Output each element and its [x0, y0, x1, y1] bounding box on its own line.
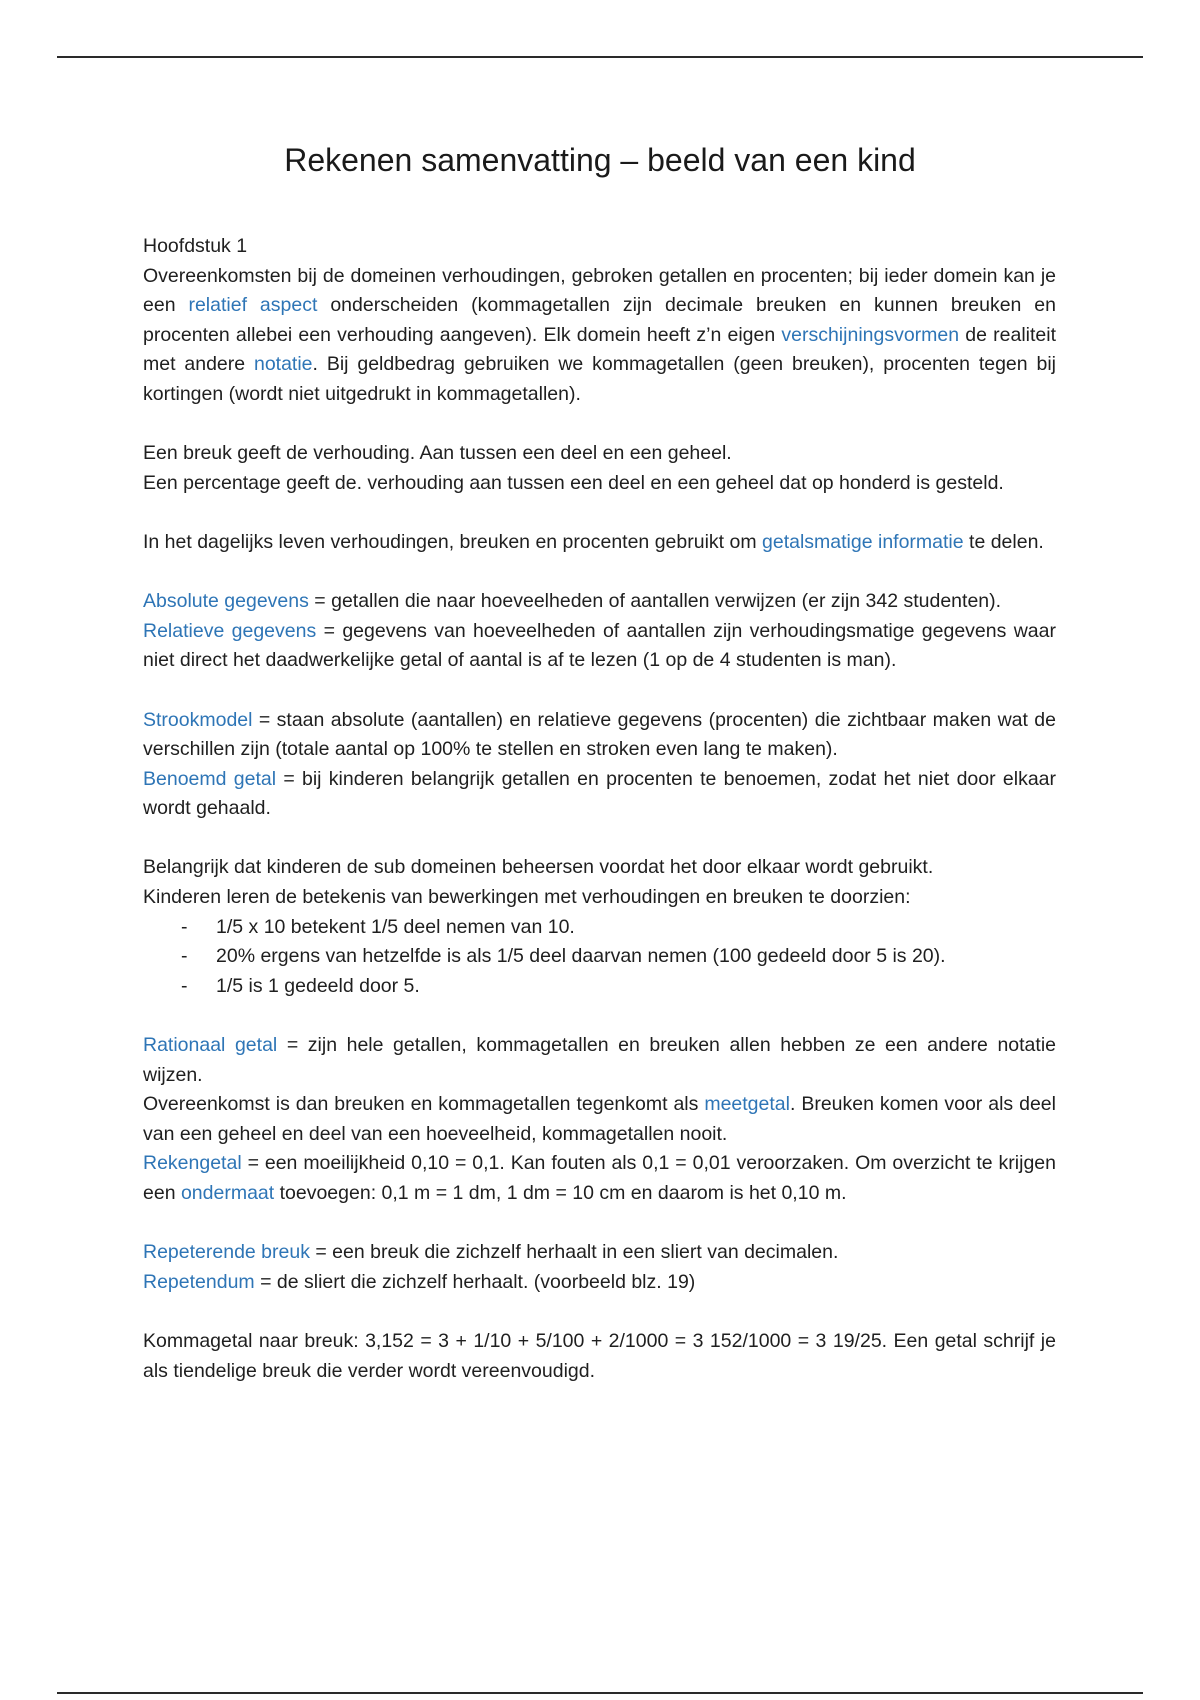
paragraph-rationaal-getal: Rationaal getal = zijn hele getallen, kommagetallen en breuken allen hebben ze een andere notatie wijzen.	[143, 1034, 1056, 1086]
paragraph-percentage: Een percentage geeft de. verhouding aan tussen een deel en een geheel dat op honderd is gesteld.	[143, 471, 1004, 494]
term-rekengetal: Rekengetal	[143, 1152, 242, 1175]
paragraph-meetgetal: Overeenkomst is dan breuken en kommagetallen tegenkomt als meetgetal. Breuken komen voor als deel van een geheel en deel van een hoeveelheid, kommagetallen nooit.	[143, 1093, 1056, 1145]
paragraph-breuk: Een breuk geeft de verhouding. Aan tussen een deel en een geheel.	[143, 442, 732, 465]
term-repetendum: Repetendum	[143, 1270, 255, 1293]
page-title: Rekenen samenvatting – beeld van een kind	[284, 142, 916, 178]
list-item: - 20% ergens van hetzelfde is als 1/5 deel daarvan nemen (100 gedeeld door 5 is 20).	[143, 942, 1056, 972]
paragraph-repeterende-breuk: Repeterende breuk = een breuk die zichzelf herhaalt in een sliert van decimalen.	[143, 1241, 839, 1264]
paragraph-kommagetal-naar-breuk: Kommagetal naar breuk: 3,152 = 3 + 1/10 + 5/100 + 2/1000 = 3 152/1000 = 3 19/25. Een getal schrijf je als tiendelige breuk die verder wordt vereenvoudigd.	[143, 1329, 1056, 1382]
bullet-list	[143, 913, 1056, 1002]
term-notatie: notatie	[253, 353, 313, 376]
term-getalsmatige-informatie: getalsmatige informatie	[762, 530, 964, 553]
paragraph-rekengetal: Rekengetal = een moeilijkheid 0,10 = 0,1. Kan fouten als 0,1 = 0,01 veroorzaken. Om overzicht te krijgen een ondermaat toevoegen: 0,1 m = 1 dm, 1 dm = 10 cm en daarom is het 0,10 m.	[143, 1152, 1056, 1204]
term-ondermaat: ondermaat	[180, 1182, 275, 1204]
term-repeterende-breuk: Repeterende breuk	[143, 1241, 310, 1264]
term-verschijningsvormen: verschijningsvormen	[781, 323, 960, 346]
paragraph-bewerkingen: Kinderen leren de betekenis van bewerkingen met verhoudingen en breuken te doorzien:	[143, 886, 911, 909]
paragraph-relatieve-gegevens: Relatieve gegevens = gegevens van hoeveelheden of aantallen zijn verhoudingsmatige gegevens waar niet direct het daadwerkelijke getal of aantal is af te lezen (1 op de 4 studenten is man).	[143, 619, 1056, 672]
term-relatieve-gegevens: Relatieve gegevens	[143, 619, 317, 642]
paragraph-benoemd-getal: Benoemd getal = bij kinderen belangrijk getallen en procenten te benoemen, zodat het niet door elkaar wordt gehaald.	[143, 767, 1057, 820]
paragraph-dagelijks-leven: In het dagelijks leven verhoudingen, breuken en procenten gebruikt om getalsmatige informatie te delen.	[143, 530, 1044, 553]
term-rationaal-getal: Rationaal getal	[143, 1034, 278, 1057]
paragraph-overeenkomsten: Overeenkomsten bij de domeinen verhoudingen, gebroken getallen en procenten; bij ieder domein kan je een relatief aspect onderscheiden (kommagetallen zijn decimale breuken en kunnen breuken en procenten allebei een verhouding aangeven). Elk domein heeft z’n eigen verschijningsvormen de realiteit met andere notatie. Bij geldbedrag gebruiken we kommagetallen (geen breuken), procenten tegen bij kortingen (wordt niet uitgedrukt in kommagetallen).	[143, 264, 1057, 405]
term-benoemd-getal: Benoemd getal	[143, 767, 277, 790]
paragraph-sub-domeinen: Belangrijk dat kinderen de sub domeinen beheersen voordat het door elkaar wordt gebruikt.	[143, 856, 934, 879]
paragraph-repetendum: Repetendum = de sliert die zichzelf herhaalt. (voorbeeld blz. 19)	[143, 1270, 696, 1293]
term-relatief-aspect: relatief aspect	[188, 294, 318, 317]
header-rule	[57, 56, 1143, 58]
paragraph-strookmodel: Strookmodel = staan absolute (aantallen) en relatieve gegevens (procenten) die zichtbaar maken wat de verschillen zijn (totale aantal op 100% te stellen en stroken even lang te maken).	[143, 708, 1056, 761]
term-strookmodel: Strookmodel	[143, 708, 253, 731]
footer-rule	[57, 1692, 1143, 1694]
document-body	[143, 232, 1056, 1416]
list-item: - 1/5 is 1 gedeeld door 5.	[143, 972, 1056, 1002]
term-meetgetal: meetgetal	[704, 1093, 790, 1116]
term-absolute-gegevens: Absolute gegevens	[143, 590, 309, 613]
list-item: - 1/5 x 10 betekent 1/5 deel nemen van 10.	[143, 913, 1056, 943]
paragraph-absolute-gegevens: Absolute gegevens = getallen die naar hoeveelheden of aantallen verwijzen (er zijn 342 studenten).	[143, 590, 1002, 613]
chapter-heading: Hoofdstuk 1	[143, 235, 248, 257]
